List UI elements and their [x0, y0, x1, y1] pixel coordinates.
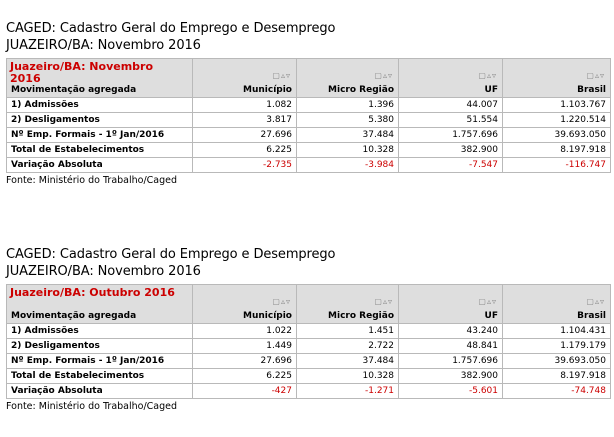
column-header-brasil[interactable]: ▢▵▿ Brasil [503, 285, 611, 324]
sort-controls-icon[interactable]: ▢▵▿ [586, 297, 605, 306]
column-header-municipio[interactable]: ▢▵▿ Município [193, 59, 297, 98]
column-header-brasil[interactable]: ▢▵▿ Brasil [503, 59, 611, 98]
sort-controls-icon[interactable]: ▢▵▿ [478, 297, 497, 306]
caged-table [6, 58, 611, 173]
cell-micro-regiao: 1.451 [297, 324, 399, 339]
row-label: Nº Emp. Formais - 1º Jan/2016 [7, 128, 193, 143]
column-header-aggregate: Movimentação agregada [11, 85, 137, 95]
cell-municipio: 6.225 [193, 143, 297, 158]
sort-controls-icon[interactable]: ▢▵▿ [272, 71, 291, 80]
report-subtitle: JUAZEIRO/BA: Novembro 2016 [6, 264, 201, 279]
header-period-cell [7, 285, 193, 324]
cell-brasil: 39.693.050 [503, 128, 611, 143]
sort-controls-icon[interactable]: ▢▵▿ [586, 71, 605, 80]
report-subtitle: JUAZEIRO/BA: Novembro 2016 [6, 38, 201, 53]
table-header-row [7, 285, 611, 324]
table-row [7, 143, 611, 158]
column-header-uf[interactable]: ▢▵▿ UF [399, 285, 503, 324]
report-title: CAGED: Cadastro Geral do Emprego e Desemprego [6, 21, 336, 36]
cell-uf: 43.240 [399, 324, 503, 339]
cell-municipio: 6.225 [193, 369, 297, 384]
cell-micro-regiao: 37.484 [297, 354, 399, 369]
cell-micro-regiao: 10.328 [297, 369, 399, 384]
sort-controls-icon[interactable]: ▢▵▿ [272, 297, 291, 306]
cell-brasil: 8.197.918 [503, 369, 611, 384]
cell-micro-regiao: 1.396 [297, 98, 399, 113]
cell-municipio: 1.082 [193, 98, 297, 113]
cell-micro-regiao: -3.984 [297, 158, 399, 173]
cell-municipio: 1.022 [193, 324, 297, 339]
column-header-micro-regiao[interactable]: ▢▵▿ Micro Região [297, 285, 399, 324]
period-label: Juazeiro/BA: Novembro 2016 [10, 60, 154, 85]
row-label: Total de Estabelecimentos [7, 143, 193, 158]
cell-brasil: 1.220.514 [503, 113, 611, 128]
cell-micro-regiao: 37.484 [297, 128, 399, 143]
column-header-micro-regiao[interactable]: ▢▵▿ Micro Região [297, 59, 399, 98]
cell-micro-regiao: 5.380 [297, 113, 399, 128]
row-label: 1) Admissões [7, 98, 193, 113]
row-label: 2) Desligamentos [7, 339, 193, 354]
table-row [7, 158, 611, 173]
column-header-uf[interactable]: ▢▵▿ UF [399, 59, 503, 98]
cell-municipio: 1.449 [193, 339, 297, 354]
table-row [7, 324, 611, 339]
period-label: Juazeiro/BA: Outubro 2016 [10, 286, 175, 299]
table-row [7, 369, 611, 384]
cell-brasil: -116.747 [503, 158, 611, 173]
report-title: CAGED: Cadastro Geral do Emprego e Desemprego [6, 247, 336, 262]
cell-uf: 1.757.696 [399, 128, 503, 143]
row-label: Total de Estabelecimentos [7, 369, 193, 384]
sort-controls-icon[interactable]: ▢▵▿ [374, 297, 393, 306]
cell-uf: -7.547 [399, 158, 503, 173]
cell-brasil: 1.179.179 [503, 339, 611, 354]
table-row [7, 384, 611, 399]
cell-uf: 48.841 [399, 339, 503, 354]
row-label: Variação Absoluta [7, 384, 193, 399]
cell-municipio: 3.817 [193, 113, 297, 128]
cell-uf: 382.900 [399, 143, 503, 158]
cell-uf: -5.601 [399, 384, 503, 399]
source-note: Fonte: Ministério do Trabalho/Caged [6, 401, 178, 412]
caged-table [6, 284, 611, 399]
cell-municipio: 27.696 [193, 354, 297, 369]
cell-uf: 382.900 [399, 369, 503, 384]
cell-brasil: 8.197.918 [503, 143, 611, 158]
column-header-aggregate: Movimentação agregada [11, 311, 137, 321]
cell-brasil: 39.693.050 [503, 354, 611, 369]
sort-controls-icon[interactable]: ▢▵▿ [374, 71, 393, 80]
caged-report-november [6, 20, 610, 187]
row-label: 1) Admissões [7, 324, 193, 339]
row-label: 2) Desligamentos [7, 113, 193, 128]
cell-brasil: 1.103.767 [503, 98, 611, 113]
cell-uf: 44.007 [399, 98, 503, 113]
row-label: Nº Emp. Formais - 1º Jan/2016 [7, 354, 193, 369]
table-row [7, 339, 611, 354]
source-note: Fonte: Ministério do Trabalho/Caged [6, 175, 178, 186]
table-header-row [7, 59, 611, 98]
row-label: Variação Absoluta [7, 158, 193, 173]
cell-uf: 51.554 [399, 113, 503, 128]
cell-micro-regiao: -1.271 [297, 384, 399, 399]
table-row [7, 354, 611, 369]
caged-report-october [6, 246, 610, 413]
cell-uf: 1.757.696 [399, 354, 503, 369]
cell-micro-regiao: 2.722 [297, 339, 399, 354]
table-row [7, 128, 611, 143]
table-row [7, 98, 611, 113]
sort-controls-icon[interactable]: ▢▵▿ [478, 71, 497, 80]
cell-municipio: 27.696 [193, 128, 297, 143]
cell-municipio: -427 [193, 384, 297, 399]
table-row [7, 113, 611, 128]
header-period-cell [7, 59, 193, 98]
cell-municipio: -2.735 [193, 158, 297, 173]
cell-brasil: -74.748 [503, 384, 611, 399]
cell-micro-regiao: 10.328 [297, 143, 399, 158]
column-header-municipio[interactable]: ▢▵▿ Município [193, 285, 297, 324]
cell-brasil: 1.104.431 [503, 324, 611, 339]
